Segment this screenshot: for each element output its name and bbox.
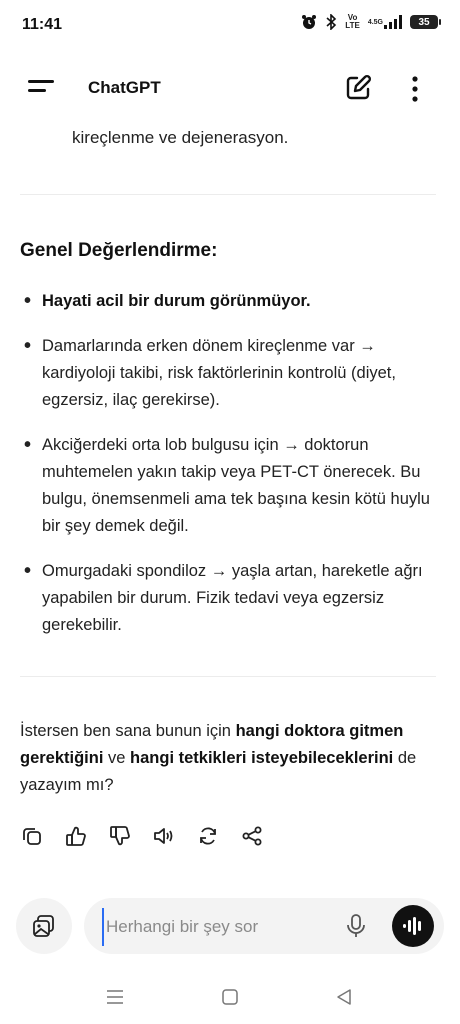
list-item: • Akciğerdeki orta lob bulgusu için → doktorun muhtemelen yakın takip veya PET-CT önerecek. Bu bulgu, önemsenmeli ama tek başına kesin kötü huylu bir şey demek değil. <box>20 432 430 540</box>
battery-icon: 35 <box>410 15 438 29</box>
thumbs-up-button[interactable] <box>64 824 88 848</box>
section-heading: Genel Değerlendirme: <box>20 240 218 261</box>
status-time: 11:41 <box>22 16 63 33</box>
follow-up-question: İstersen ben sana bunun için hangi doktora gitmen gerektiğini ve hangi tetkikleri isteyebileceklerini de yazayım mı? <box>20 722 417 794</box>
read-aloud-button[interactable] <box>152 824 176 848</box>
microphone-button[interactable] <box>344 912 368 940</box>
speaker-icon <box>152 825 176 847</box>
more-vertical-icon <box>406 74 424 104</box>
alarm-icon <box>301 14 317 30</box>
thumbs-down-button[interactable] <box>108 824 132 848</box>
recents-icon <box>106 989 124 1005</box>
divider <box>20 676 436 677</box>
list-item: • Omurgadaki spondiloz → yaşla artan, hareketle ağrı yapabilen bir durum. Fizik tedavi veya egzersiz gerekebilir. <box>20 558 430 639</box>
more-options-button[interactable] <box>406 74 424 104</box>
share-button[interactable] <box>240 824 264 848</box>
voice-waveform-icon <box>402 916 424 936</box>
voice-mode-button[interactable] <box>392 905 434 947</box>
attach-button[interactable] <box>16 898 72 954</box>
image-attach-icon <box>31 913 57 939</box>
share-icon <box>241 825 263 847</box>
bluetooth-icon <box>325 14 337 30</box>
status-bar <box>0 0 460 52</box>
message-fragment: kireçlenme ve dejenerasyon. <box>72 128 289 147</box>
microphone-icon <box>344 912 368 940</box>
status-icons <box>301 14 438 30</box>
back-button[interactable] <box>333 986 355 1008</box>
app-title: ChatGPT <box>88 78 161 97</box>
thumbs-up-icon <box>65 825 87 847</box>
copy-button[interactable] <box>20 824 44 848</box>
back-icon <box>335 988 353 1006</box>
composer <box>0 896 460 956</box>
input-container <box>84 898 444 954</box>
home-icon <box>221 988 239 1006</box>
app-bar <box>0 60 460 116</box>
home-button[interactable] <box>219 986 241 1008</box>
signal-icon: 4.5G <box>368 15 402 29</box>
message-actions <box>20 824 264 848</box>
regenerate-icon <box>197 825 219 847</box>
message-input[interactable] <box>102 908 338 946</box>
compose-icon <box>344 74 372 102</box>
new-chat-button[interactable] <box>344 74 372 102</box>
list-item: • Damarlarında erken dönem kireçlenme var → kardiyoloji takibi, risk faktörlerinin kontrolü (diyet, egzersiz, ilaç gerekirse). <box>20 333 430 414</box>
copy-icon <box>21 825 43 847</box>
thumbs-down-icon <box>109 825 131 847</box>
menu-button[interactable] <box>28 76 58 98</box>
system-nav-bar <box>0 976 460 1016</box>
list-item: • Hayati acil bir durum görünmüyor. <box>20 288 430 315</box>
volte-icon: Vo LTE <box>345 13 360 30</box>
regenerate-button[interactable] <box>196 824 220 848</box>
divider <box>20 194 436 195</box>
bullet-list <box>20 288 430 657</box>
recents-button[interactable] <box>104 986 126 1008</box>
